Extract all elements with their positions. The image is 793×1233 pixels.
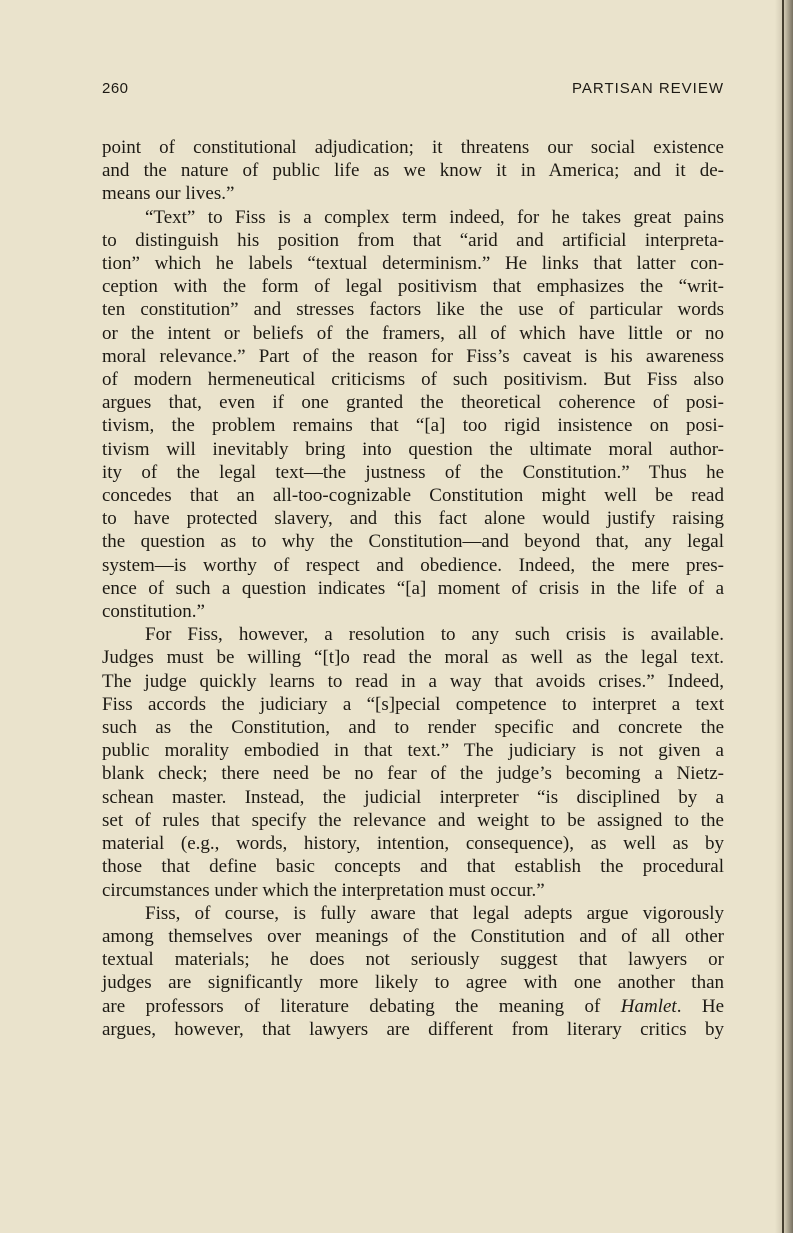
text-line: and the nature of public life as we know it in America; and it de- xyxy=(102,160,724,182)
body-text xyxy=(102,136,724,1041)
text-line: “Text” to Fiss is a complex term indeed, for he takes great pains xyxy=(145,206,724,228)
text-line: blank check; there need be no fear of the judge’s becoming a Nietz- xyxy=(102,763,724,785)
text-line: among themselves over meanings of the Constitution and of all other xyxy=(102,925,724,947)
paragraph xyxy=(102,623,724,901)
text-line: of modern hermeneutical criticisms of such positivism. But Fiss also xyxy=(102,369,724,391)
text-line: to have protected slavery, and this fact alone would justify raising xyxy=(102,508,724,530)
text-line: public morality embodied in that text.” The judiciary is not given a xyxy=(102,740,724,762)
journal-title: PARTISAN REVIEW xyxy=(572,80,724,97)
text-line: argues, however, that lawyers are different from literary critics by xyxy=(102,1018,724,1040)
text-line: set of rules that specify the relevance and weight to be assigned to the xyxy=(102,809,724,831)
text-line: those that define basic concepts and that establish the procedural xyxy=(102,856,724,878)
text-line: means our lives.” xyxy=(102,183,235,205)
text-line: circumstances under which the interpretation must occur.” xyxy=(102,879,545,901)
paragraph xyxy=(102,136,724,206)
text-line: are professors of literature debating the meaning of Hamlet. He xyxy=(102,995,725,1017)
text-line: tivism will inevitably bring into question the ultimate moral author- xyxy=(102,438,724,460)
text-line: schean master. Instead, the judicial interpreter “is disciplined by a xyxy=(102,786,724,808)
text-line: to distinguish his position from that “arid and artificial interpreta- xyxy=(102,229,724,251)
text-line: tion” which he labels “textual determinism.” He links that latter con- xyxy=(102,253,724,275)
text-line: Judges must be willing “[t]o read the moral as well as the legal text. xyxy=(102,647,724,669)
page-number: 260 xyxy=(102,80,129,97)
text-line: The judge quickly learns to read in a way that avoids crises.” Indeed, xyxy=(102,670,724,692)
text-line: ten constitution” and stresses factors like the use of particular words xyxy=(102,299,724,321)
text-line: concedes that an all-too-cognizable Constitution might well be read xyxy=(102,485,724,507)
book-binding-edge xyxy=(775,0,793,1233)
text-line: moral relevance.” Part of the reason for Fiss’s caveat is his awareness xyxy=(102,345,724,367)
text-line: tivism, the problem remains that “[a] too rigid insistence on posi- xyxy=(102,415,724,437)
text-line: judges are significantly more likely to agree with one another than xyxy=(102,972,724,994)
text-line: or the intent or beliefs of the framers, all of which have little or no xyxy=(102,322,724,344)
text-line: Fiss, of course, is fully aware that legal adepts argue vigorously xyxy=(145,902,724,924)
text-line: ence of such a question indicates “[a] moment of crisis in the life of a xyxy=(102,577,724,599)
italic-title: Hamlet xyxy=(620,995,677,1017)
paragraph xyxy=(102,206,724,624)
book-binding-line xyxy=(782,0,784,1233)
paragraph xyxy=(102,902,724,1041)
text-line: Fiss accords the judiciary a “[s]pecial competence to interpret a text xyxy=(102,693,724,715)
text-line: ception with the form of legal positivism that emphasizes the “writ- xyxy=(102,276,724,298)
text-line: the question as to why the Constitution—and beyond that, any legal xyxy=(102,531,724,553)
text-line: system—is worthy of respect and obedience. Indeed, the mere pres- xyxy=(102,554,724,576)
text-line: point of constitutional adjudication; it threatens our social existence xyxy=(102,137,724,158)
text-line: material (e.g., words, history, intention, consequence), as well as by xyxy=(102,833,724,855)
running-head xyxy=(102,80,724,100)
text-line: For Fiss, however, a resolution to any such crisis is available. xyxy=(145,624,724,646)
text-line: textual materials; he does not seriously suggest that lawyers or xyxy=(102,949,724,971)
text-line: argues that, even if one granted the theoretical coherence of posi- xyxy=(102,392,724,414)
text-line: constitution.” xyxy=(102,601,205,623)
text-line: ity of the legal text—the justness of the Constitution.” Thus he xyxy=(102,461,724,483)
text-line: such as the Constitution, and to render specific and concrete the xyxy=(102,717,724,739)
